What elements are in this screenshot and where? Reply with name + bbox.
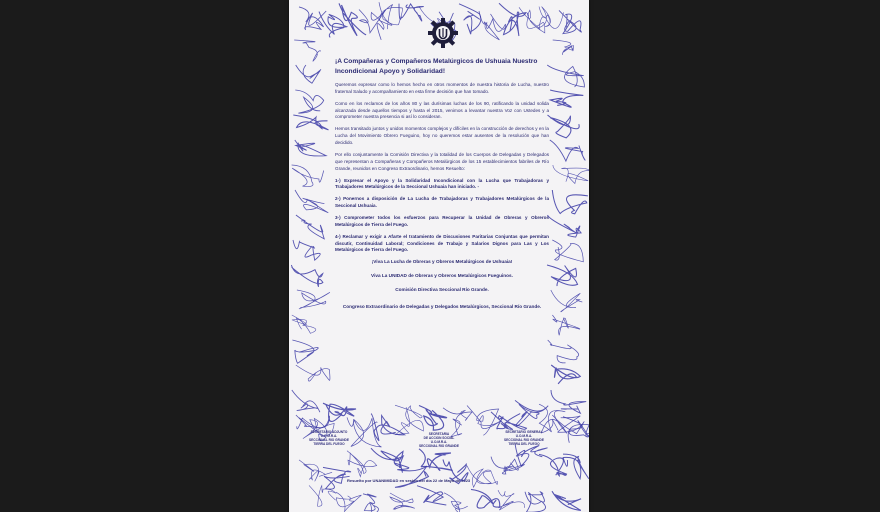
signature-scribble [323, 403, 356, 421]
signature-scribble [395, 405, 423, 435]
signature-scribble [551, 365, 580, 384]
signature-scribble [552, 190, 588, 214]
signature-scribble [471, 489, 500, 508]
resolution-3: 3-) Comprometer todos los esfuerzos para Recuperar la Unidad de Obreras y Obreros Metalúrgicos de Tierra del Fuego. [335, 215, 549, 227]
signature-scribble [292, 165, 324, 187]
stamp-accion-social: SECRETARIA DE ACCION SOCIAL U.O.M.R.A. SECCIONAL RIO GRANDE [419, 432, 459, 448]
signature-scribble [347, 451, 377, 477]
signature-scribble [336, 492, 361, 512]
uom-gear-logo-icon [428, 18, 458, 48]
signature-scribble [292, 340, 318, 363]
stamp-adjunto: SECRETARIO ADJUNTO U.O.M.R.A. SECCIONAL RIO GRANDE TIERRA DEL FUEGO [309, 430, 349, 446]
signoff: Congreso Extraordinario de Delegadas y Delegados Metalúrgicos, Seccional Río Grande. [342, 303, 542, 309]
signature-scribble [498, 490, 525, 510]
signature-scribble [444, 493, 468, 512]
signature-scribble [291, 265, 323, 287]
signature-scribble [553, 165, 589, 184]
signature-scribble [363, 494, 378, 512]
signature-scribble [293, 240, 320, 260]
signature-scribble [525, 492, 546, 512]
signature-scribble [550, 90, 583, 107]
signature-scribble [467, 466, 497, 488]
signature-scribble [390, 493, 415, 510]
signature-scribble [295, 140, 326, 156]
letter-body [335, 57, 549, 318]
signature-scribble [371, 414, 405, 441]
paragraph-1: Queremos expresar como lo hemos hecho en otros momentos de nuestra historia de Lucha, nuestro fraternal Saludo y acompañamiento en esta firme decisión que han tomado. [335, 82, 549, 94]
signature-scribble [548, 340, 579, 363]
resolution-4: 4-) Reclamar y exigir a Afarte el tratamiento de Discusiones Paritarias Conjuntas que permitan discutir, Continuidad Laboral; Condiciones de Trabajo y Salarios Dignos para Las y Los Metalúrgicos de Tierra del Fuego. [335, 233, 549, 253]
signature-scribble [294, 40, 321, 61]
signature-scribble [553, 40, 574, 55]
signature-scribble [399, 4, 424, 21]
scanned-document-page [289, 0, 589, 512]
signature-scribble [296, 65, 321, 83]
signature-scribble [552, 491, 581, 510]
resolution-footnote: Resuelto por UNANIMIDAD en sesión del día 22 de Mayo de 2023 [347, 478, 471, 483]
signature-scribble [417, 486, 446, 505]
signature-scribble [551, 390, 586, 413]
stamp-general: SECRETARIO GENERAL U.O.M.R.A. SECCIONAL RIO GRANDE TIERRA DEL FUEGO [504, 430, 544, 446]
signature-scribble [295, 190, 328, 213]
signature-scribble [296, 365, 330, 381]
signature-scribble [319, 12, 347, 38]
signature-scribble [295, 90, 323, 113]
signature-scribble [547, 265, 578, 286]
paragraph-3: Hemos transitado juntos y unidos momentos complejos y difíciles en la construcción de derechos y en la Lucha del Movimiento Obrero Fueguino, hoy no queremos estar ausentes de la resolución que han decidido. [335, 126, 549, 145]
signature-scribble [563, 454, 589, 479]
signature-scribble [371, 448, 403, 472]
signature-scribble [548, 215, 582, 237]
resolution-2: 2-) Ponernos a disposición de La Lucha de Trabajadoras y Trabajadores Metalúrgicos de la Seccional Ushuaia. [335, 196, 549, 209]
signature-scribble [559, 10, 581, 33]
signature-scribble [499, 3, 526, 36]
signature-scribble [550, 140, 586, 161]
signature-scribble [297, 290, 330, 309]
signature-scribble [548, 115, 580, 138]
paragraph-4: Por ello conjuntamente la Comisión Directiva y la totalidad de los Cuerpos de Delegadas y Delegados que representan a Compañeras y Compañeros Metalúrgicos de los 15 establecimientos fabriles de Río Grande, reunidos en Congreso Extraordinario, hemos Resuelto: [335, 151, 549, 171]
signature-scribble [296, 215, 324, 239]
signature-scribble [292, 390, 320, 412]
signature-scribble [552, 240, 583, 262]
closing-2: Viva La UNIDAD de Obreras y Obreros Metalúrgicos Fueguinos. [371, 273, 513, 279]
signature-scribble [539, 7, 564, 29]
closing-3: Comisión Directiva Seccional Río Grande. [395, 287, 489, 293]
signature-scribble [459, 4, 481, 34]
paragraph-2: Como en los reclamos de los años 80 y las durísimas luchas de los 90, ratificando la unidad solida alcanzada desde aquellos tiempos y hasta el 2015, venimos a levantar nuestra Voz con Ustedes y a comprometer nuestra presencia si así lo consideran. [335, 100, 549, 120]
closing-1: ¡Viva La Lucha de Obreras y Obreros Metalúrgicos de Ushuaia! [371, 259, 513, 265]
letter-heading: ¡A Compañeras y Compañeros Metalúrgicos de Ushuaia Nuestro Incondicional Apoyo y Solidaridad! [335, 58, 538, 75]
signature-scribble [359, 10, 386, 40]
resolution-1: 1-) Expresar el Apoyo y la Solidaridad Incondicional con la Lucha que Trabajadoras y Trabajadores Metalúrgicos de la Seccional Ushuaia han iniciado. - [335, 177, 549, 190]
signature-scribble [547, 65, 584, 87]
signature-scribble [479, 11, 506, 40]
signature-scribble [293, 115, 328, 130]
signature-scribble [551, 290, 583, 312]
signature-scribble [491, 457, 525, 474]
signature-scribble [292, 315, 316, 333]
signature-scribble [552, 315, 579, 335]
